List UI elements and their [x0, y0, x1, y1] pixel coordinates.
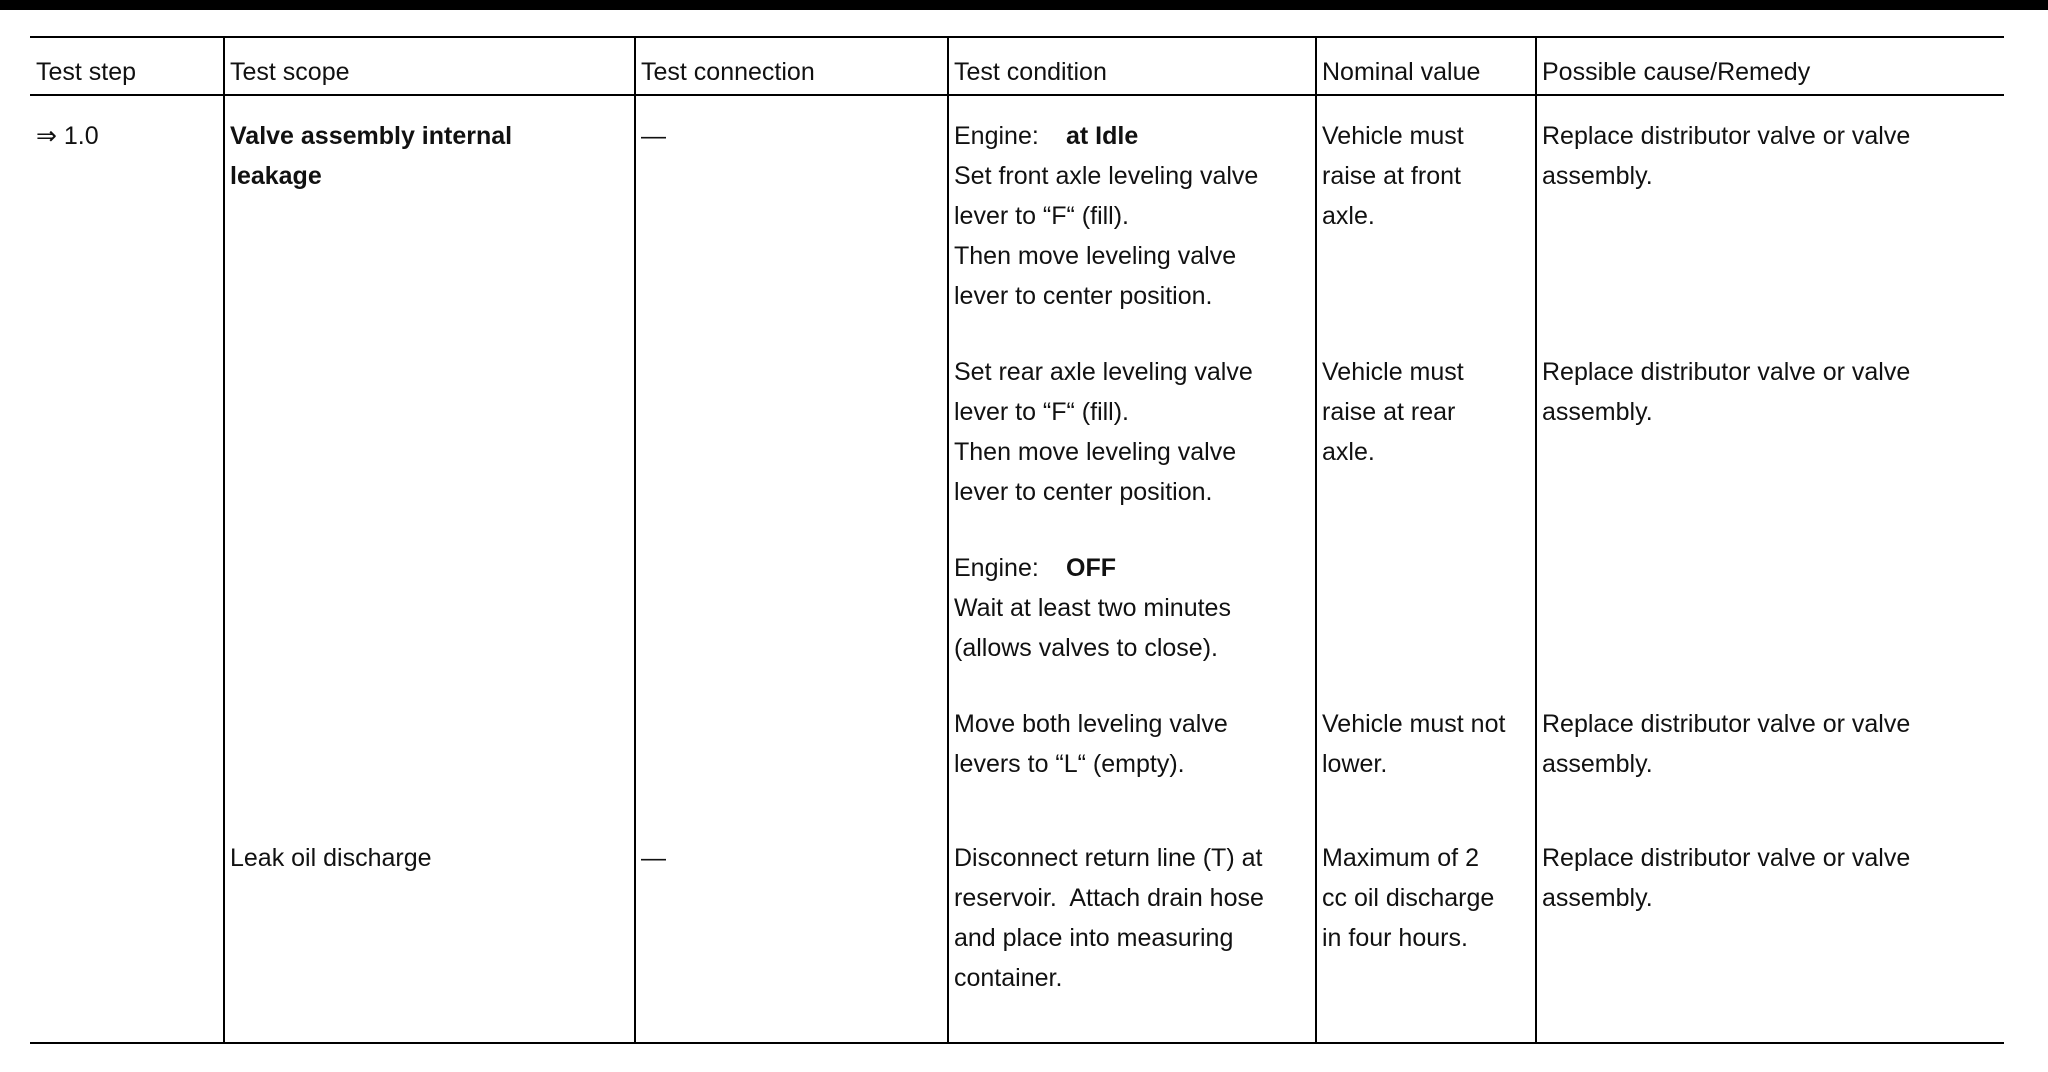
top-rule — [0, 0, 2048, 10]
column-divider — [634, 36, 636, 1044]
column-divider — [223, 36, 225, 1044]
column-divider — [1315, 36, 1317, 1044]
test-connection-dash: — — [641, 844, 666, 872]
remedy-text: Replace distributor valve or valve assembly. — [1542, 358, 1911, 426]
header-test-step: Test step — [36, 58, 137, 86]
header-divider — [30, 94, 2004, 96]
header-nominal-value: Nominal value — [1322, 58, 1481, 86]
nominal-value-text: Vehicle must not lower. — [1322, 710, 1506, 778]
test-condition-text: Set rear axle leveling valve lever to “F“ (fill). Then move leveling valve lever to center position. — [954, 358, 1253, 506]
table-top-border — [30, 36, 2004, 38]
condition-engine-label: Engine: — [954, 122, 1039, 150]
remedy-text: Replace distributor valve or valve assembly. — [1542, 844, 1911, 912]
header-test-condition: Test condition — [954, 58, 1107, 86]
condition-engine-state: OFF — [1066, 554, 1116, 582]
test-condition-text: Move both leveling valve levers to “L“ (empty). — [954, 710, 1228, 778]
header-test-connection: Test connection — [641, 58, 815, 86]
column-divider — [947, 36, 949, 1044]
column-divider — [1535, 36, 1537, 1044]
remedy-text: Replace distributor valve or valve assembly. — [1542, 710, 1911, 778]
test-scope-leak-oil: Leak oil discharge — [230, 844, 432, 872]
test-step-number: ⇒ 1.0 — [36, 122, 99, 150]
remedy-text: Replace distributor valve or valve assembly. — [1542, 122, 1911, 190]
test-condition-text: Wait at least two minutes (allows valves to close). — [954, 594, 1231, 662]
test-table — [30, 36, 2004, 1046]
nominal-value-text: Vehicle must raise at rear axle. — [1322, 358, 1464, 466]
nominal-value-text: Vehicle must raise at front axle. — [1322, 122, 1464, 230]
condition-engine-label: Engine: — [954, 554, 1039, 582]
condition-engine-state: at Idle — [1066, 122, 1139, 150]
table-bottom-border — [30, 1042, 2004, 1044]
header-test-scope: Test scope — [230, 58, 350, 86]
test-condition-text: Disconnect return line (T) at reservoir. Attach drain hose and place into measuring container. — [954, 844, 1264, 992]
nominal-value-text: Maximum of 2 cc oil discharge in four hours. — [1322, 844, 1495, 952]
test-connection-dash: — — [641, 122, 666, 150]
test-scope-internal-leakage: Valve assembly internal leakage — [230, 122, 513, 190]
header-possible-cause: Possible cause/Remedy — [1542, 58, 1811, 86]
test-condition-text: Set front axle leveling valve lever to “F“ (fill). Then move leveling valve lever to center position. — [954, 162, 1259, 310]
